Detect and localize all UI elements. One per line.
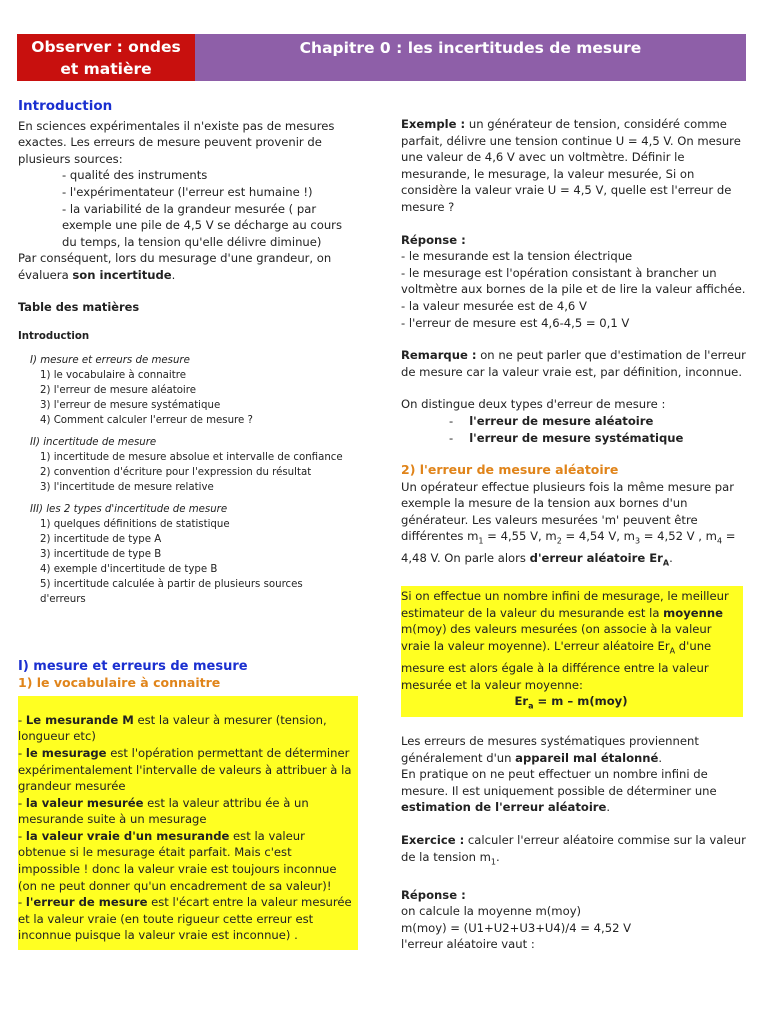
moyenne-text: Si on effectue un nombre infini de mesurage, le meilleur estimateur de la valeur du mesurande est la moyenne m(moy) des valeurs mesurées (on associe à la valeur vraie la valeur moyenne). L'erreur aléatoire $Er_A$ d'une mesure est alors égale à la différence entre la valeur mesurée et la valeur moyenne: xyxy=(401,589,729,692)
toc-item: 2) incertitude de type A xyxy=(40,533,162,545)
toc-item: 1) incertitude de mesure absolue et intervalle de confiance xyxy=(40,451,343,463)
vocabulary-box xyxy=(18,696,358,950)
def-valeur-mesuree: - la valeur mesurée est la valeur attribu ée à un mesurande suite à un mesurage xyxy=(18,795,309,827)
types-intro: On distingue deux types d'erreur de mesure : xyxy=(401,397,666,412)
type-systematique: - l'erreur de mesure systématique xyxy=(449,430,684,445)
intro-paragraph: En sciences expérimentales il n'existe pas de mesures exactes. Les erreurs de mesure peuvent provenir de plusieurs sources: xyxy=(18,118,335,166)
answer2-line: l'erreur aléatoire vaut : xyxy=(401,937,535,952)
toc-item: 4) Comment calculer l'erreur de mesure ? xyxy=(40,414,253,426)
def-erreur-mesure: - l'erreur de mesure est l'écart entre la valeur mesurée et la valeur vraie (en toute rigueur cette erreur est inconnue puisque la valeur vraie est inconnue) . xyxy=(18,895,352,943)
section1-title: I) mesure et erreurs de mesure xyxy=(18,658,248,674)
answer2-line: on calcule la moyenne m(moy) xyxy=(401,904,582,919)
right-column xyxy=(401,116,746,953)
left-column xyxy=(18,98,352,950)
section1-subtitle: 1) le vocabulaire à connaitre xyxy=(18,675,221,691)
systematic-paragraph: Les erreurs de mesures systématiques proviennent généralement d'un appareil mal étalonné. xyxy=(401,734,699,765)
example-paragraph: Exemple : un générateur de tension, considéré comme parfait, délivre une tension continue U = 4,5 V. On mesure une valeur de 4,6 V avec un voltmètre. Définir le mesurande, le mesurage, la valeur mesurée, Si on considère la valeur vraie U = 4,5 V, quelle est l'erreur de mesure ? xyxy=(401,117,741,214)
answer-line: - la valeur mesurée est de 4,6 V xyxy=(401,298,587,313)
header-subject-box xyxy=(17,34,195,81)
type-aleatoire: - l'erreur de mesure aléatoire xyxy=(449,413,654,428)
answer-line: - le mesurande est la tension électrique xyxy=(401,249,633,264)
answer-label: Réponse : xyxy=(401,232,466,247)
toc-item: 5) incertitude calculée à partir de plusieurs sources d'erreurs xyxy=(40,578,303,605)
table-of-contents xyxy=(18,300,348,607)
answer-line: - le mesurage est l'opération consistant à brancher un voltmètre aux bornes de la pile et de lire la valeur affichée. xyxy=(401,265,746,297)
toc-item: 3) l'erreur de mesure systématique xyxy=(40,399,221,411)
toc-item: 3) l'incertitude de mesure relative xyxy=(40,481,214,493)
header-subject-line2: et matière xyxy=(60,60,152,78)
header-chapter-title: Chapitre 0 : les incertitudes de mesure xyxy=(195,34,746,81)
remark-paragraph: Remarque : on ne peut parler que d'estimation de l'erreur de mesure car la valeur vraie est, par définition, inconnue. xyxy=(401,348,746,379)
toc-item: 1) le vocabulaire à connaitre xyxy=(40,369,186,381)
answer2-label: Réponse : xyxy=(401,887,466,902)
header-subject-line1: Observer : ondes xyxy=(31,38,181,56)
answer2-line: m(moy) = (U1+U2+U3+U4)/4 = 4,52 V xyxy=(401,920,632,935)
toc-item: 2) convention d'écriture pour l'expression du résultat xyxy=(40,466,312,478)
exercise-paragraph: Exercice : calculer l'erreur aléatoire commise sur la valeur de la tension $m_1$. xyxy=(401,833,746,866)
toc-item: 2) l'erreur de mesure aléatoire xyxy=(40,384,196,396)
intro-bullet-3: - la variabilité de la grandeur mesurée ( par exemple une pile de 4,5 V se décharge au cours du temps, la tension qu'elle délivre diminue) xyxy=(62,201,342,249)
toc-section-1: I) mesure et erreurs de mesure xyxy=(30,354,190,366)
toc-section-3: III) les 2 types d'incertitude de mesure xyxy=(30,503,228,515)
toc-title: Table des matières xyxy=(18,299,140,314)
toc-item: 1) quelques définitions de statistique xyxy=(40,518,230,530)
answer-line: - l'erreur de mesure est 4,6-4,5 = 0,1 V xyxy=(401,315,630,330)
operator-paragraph: Un opérateur effectue plusieurs fois la même mesure par exemple la mesure de la tension aux bornes d'un générateur. Les valeurs mesurées 'm' peuvent être différentes $m_1 = 4,55$ V, $m_2 = 4,54$ V, $m_3 = 4,52$ V , $m_4 = 4,48$ V. On parle alors d'erreur aléatoire $Er_A$. xyxy=(401,479,736,568)
moyenne-box xyxy=(401,586,743,717)
practice-paragraph: En pratique on ne peut effectuer un nombre infini de mesure. Il est uniquement possible de déterminer une estimation de l'erreur aléatoire. xyxy=(401,767,717,815)
intro-conclusion: Par conséquent, lors du mesurage d'une grandeur, on évaluera son incertitude. xyxy=(18,251,332,282)
intro-title: Introduction xyxy=(18,98,113,114)
def-mesurage: - le mesurage est l'opération permettant de déterminer expérimentalement l'intervalle de valeurs à attribuer à la grandeur mesurée xyxy=(18,745,352,794)
intro-bullet-1: - qualité des instruments xyxy=(62,168,208,183)
def-mesurande: - Le mesurande M est la valeur à mesurer (tension, longueur etc) xyxy=(18,712,327,744)
toc-section-2: II) incertitude de mesure xyxy=(30,436,157,448)
formula: $Er_a = m - m(moy)$ xyxy=(514,694,628,711)
section2-subtitle: 2) l'erreur de mesure aléatoire xyxy=(401,462,619,478)
def-valeur-vraie: - la valeur vraie d'un mesurande est la valeur obtenue si le mesurage était parfait. Mais c'est impossible ! donc la valeur vraie est toujours inconnue (on ne peut donner qu'un encadrement de sa valeur)! xyxy=(18,828,337,893)
toc-item: 4) exemple d'incertitude de type B xyxy=(40,563,218,575)
toc-intro: Introduction xyxy=(18,330,90,342)
intro-bullet-2: - l'expérimentateur (l'erreur est humaine !) xyxy=(62,184,313,199)
toc-item: 3) incertitude de type B xyxy=(40,548,162,560)
